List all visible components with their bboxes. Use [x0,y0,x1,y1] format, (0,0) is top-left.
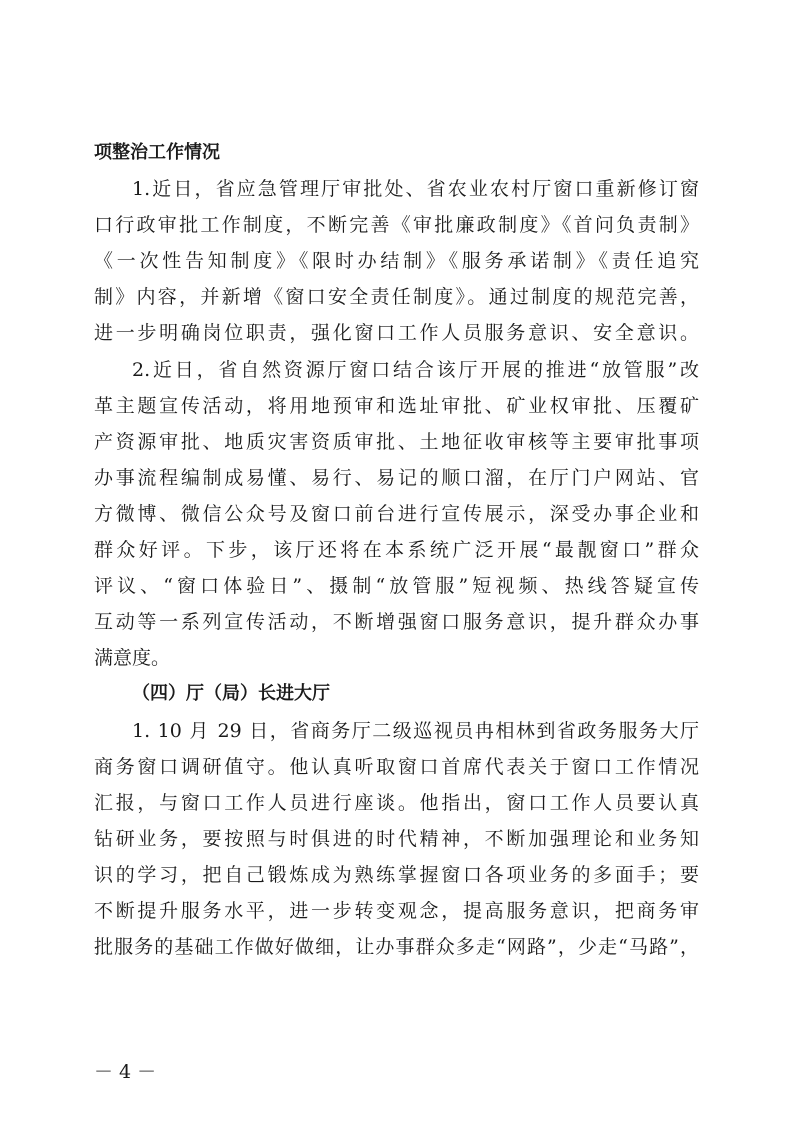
paragraph-line: 批服务的基础工作做好做细，让办事群众多走“网路”，少走“马路”， [94,936,699,959]
paragraph-line: 钻研业务，要按照与时俱进的时代精神，不断加强理论和业务知 [94,827,699,850]
paragraph-line: 识的学习，把自己锻炼成为熟练掌握窗口各项业务的多面手；要 [94,863,699,886]
paragraph-line: 互动等一系列宣传活动，不断增强窗口服务意识，提升群众办事 [94,611,699,634]
paragraph-line: 口行政审批工作制度，不断完善《审批廉政制度》《首问负责制》 [94,214,699,237]
paragraph-line: 制》内容，并新增《窗口安全责任制度》。通过制度的规范完善， [94,286,699,309]
paragraph-line: 商务窗口调研值守。他认真听取窗口首席代表关于窗口工作情况 [94,755,699,778]
paragraph-line: 群众好评。下步，该厅还将在本系统广泛开展“最靓窗口”群众 [94,539,699,562]
paragraph-line: 办事流程编制成易懂、易行、易记的顺口溜，在厅门户网站、官 [94,466,699,489]
paragraph-line: 评议、“窗口体验日”、摄制“放管服”短视频、热线答疑宣传 [94,575,699,598]
paragraph-line: 不断提升服务水平，进一步转变观念，提高服务意识，把商务审 [94,899,699,922]
paragraph-line: 1.近日，省应急管理厅审批处、省农业农村厅窗口重新修订窗 [132,178,699,201]
paragraph-line: 《一次性告知制度》《限时办结制》《服务承诺制》《责任追究 [94,250,699,273]
paragraph-line-last: 满意度。 [94,647,171,670]
paragraph-line: 进一步明确岗位职责，强化窗口工作人员服务意识、安全意识。 [94,322,699,345]
paragraph-line: 方微博、微信公众号及窗口前台进行宣传展示，深受办事企业和 [94,502,699,525]
paragraph-line: 产资源审批、地质灾害资质审批、土地征收审核等主要审批事项 [94,430,699,453]
document-body [94,135,699,965]
paragraph-line: 1. 10 月 29 日，省商务厅二级巡视员冉相林到省政务服务大厅 [132,719,699,742]
page-number: － 4 － [94,1061,157,1083]
paragraph-line: 汇报，与窗口工作人员进行座谈。他指出，窗口工作人员要认真 [94,791,699,814]
paragraph-line: 革主题宣传活动，将用地预审和选址审批、矿业权审批、压覆矿 [94,394,699,417]
section-heading-continued: 项整治工作情况 [94,142,220,163]
section-heading: （四）厅（局）长进大厅 [132,683,330,705]
paragraph-line: 2.近日，省自然资源厅窗口结合该厅开展的推进“放管服”改 [132,358,699,381]
